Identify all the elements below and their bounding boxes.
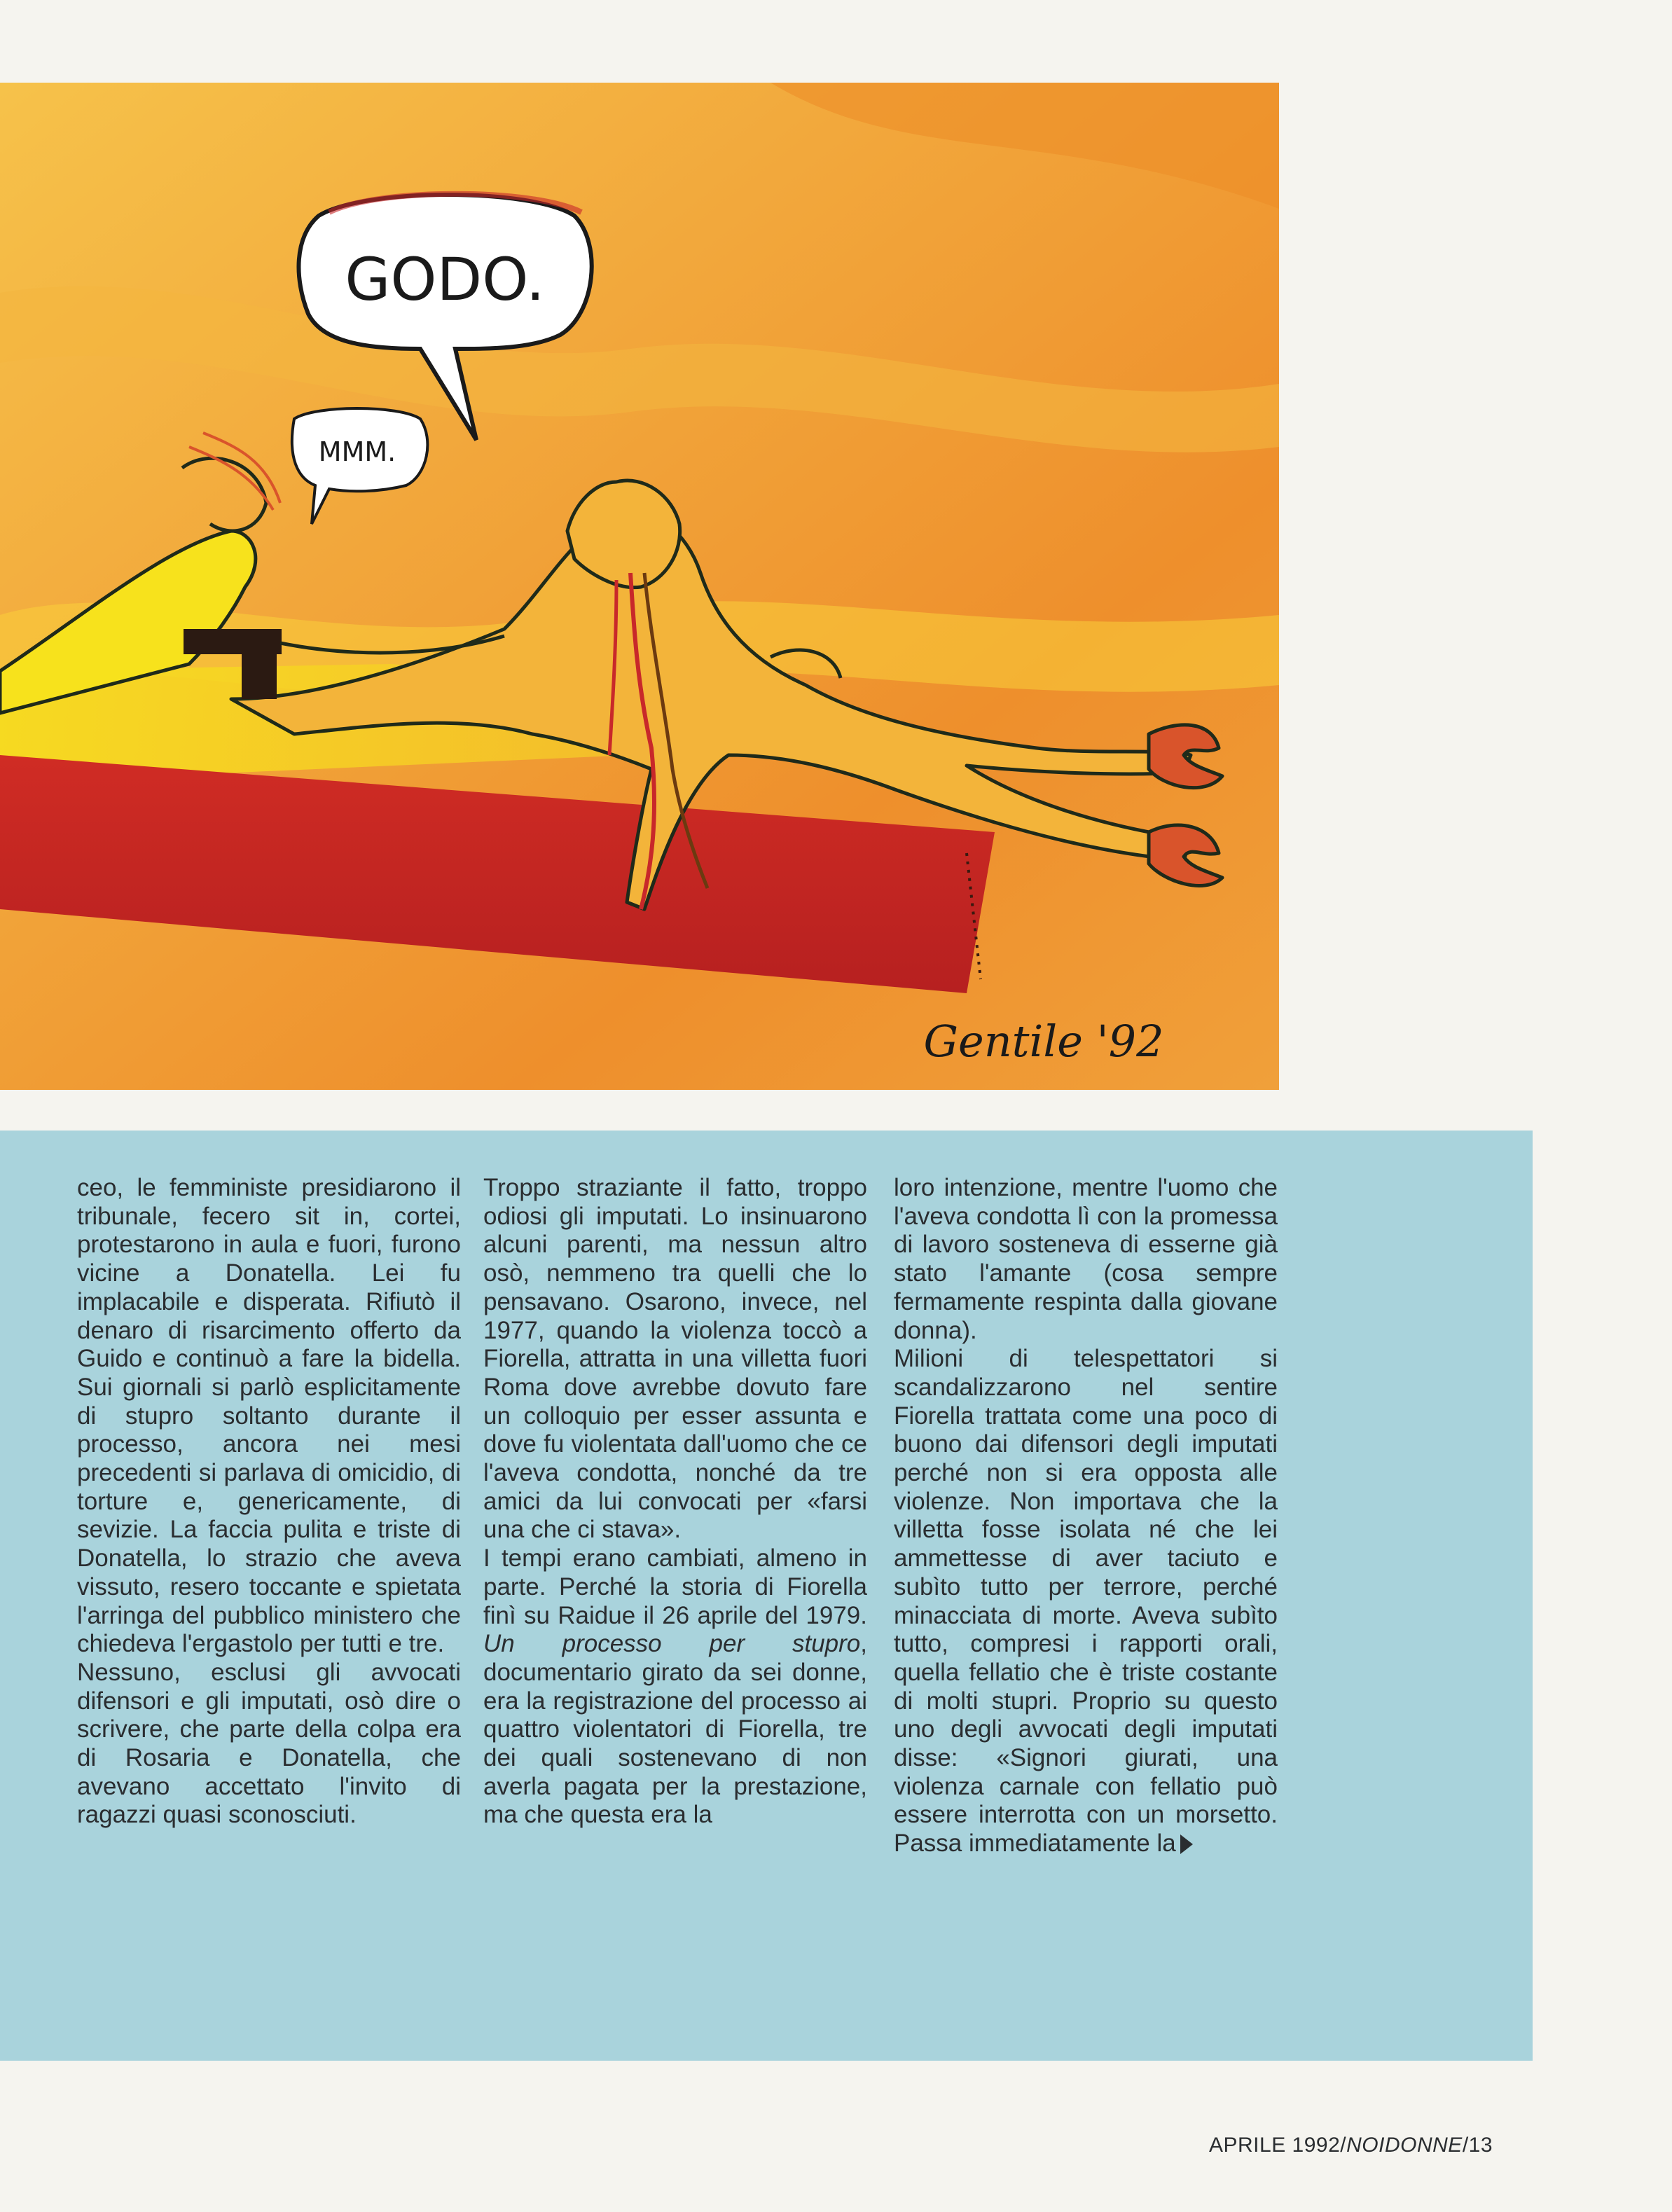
article-panel	[0, 1131, 1533, 2061]
magazine-name: NOIDONNE	[1346, 2134, 1463, 2157]
column2-paragraph-intro: I tempi erano cambiati, almeno in parte. Perché la storia di Fiorella finì su Raidue il 26 aprile del 1979.	[483, 1544, 867, 1629]
continue-arrow-icon	[1180, 1834, 1193, 1854]
artist-signature: Gentile '92	[923, 1016, 1164, 1067]
column3-paragraph-text: Milioni di telespettatori si scandalizzarono nel sentire Fiorella trattata come una poco di buono dai difensori degli imputati perché non si era opposta alle violenze. Non importava che la villetta fosse isolata né che lei ammettesse di aver taciuto e subìto tutto per terrore, perché minacciata di morte. Aveva subìto tutto, compresi i rapporti orali, quella fellatio che è triste costante di molti stupri. Proprio su questo uno degli avvocati degli imputati disse: «Signori giurati, una violenza carnale con fellatio può essere interrotta con un morsetto. Passa immediatamente la	[894, 1345, 1278, 1858]
column3-paragraph: loro intenzione, mentre l'uomo che l'aveva condotta lì con la promessa di lavoro sosteneva di esserne già stato l'amante (cosa sempre fermamente respinta dalla giovane donna).	[894, 1174, 1278, 1344]
column3-paragraph	[894, 1345, 1278, 1858]
documentary-title: Un processo per stupro	[483, 1630, 861, 1658]
column1-paragraph: ceo, le femministe presidiarono il tribunale, fecero sit in, cortei, protestarono in aula e fuori, furono vicine a Donatella. Lei fu implacabile e disperata. Rifiutò il denaro di risarcimento offerto da Guido e continuò a fare la bidella. Sui giornali si parlò esplicitamente di stupro soltanto durante il processo, ancora nei mesi precedenti si parlava di omicidio, di torture e, genericamente, di sevizie. La faccia pulita e triste di Donatella, lo strazio che aveva vissuto, resero toccante e spietata l'arringa del pubblico ministero che chiedeva l'ergastolo per tutti e tre.	[77, 1174, 461, 1658]
bubble-large-text: GODO.	[345, 245, 545, 314]
article-column-2	[483, 1174, 867, 1830]
column1-paragraph: Nessuno, esclusi gli avvocati difensori e gli imputati, osò dire o scrivere, che parte della colpa era di Rosaria e Donatella, che avevano accettato l'invito di ragazzi quasi sconosciuti.	[77, 1658, 461, 1829]
article-column-1	[77, 1174, 461, 1830]
article-column-3	[894, 1174, 1278, 1858]
bubble-small-text: MMM.	[318, 436, 396, 467]
page-number: /13	[1462, 2134, 1493, 2157]
page-footer	[1209, 2134, 1493, 2157]
column2-paragraph-rest: , documentario girato da sei donne, era la registrazione del processo ai quattro violentatori di Fiorella, tre dei quali sostenevano di non averla pagata per la prestazione, ma che questa era la	[483, 1630, 867, 1829]
illustration	[0, 83, 1279, 1090]
column2-paragraph	[483, 1544, 867, 1830]
issue-date: APRILE 1992/	[1209, 2134, 1347, 2157]
column2-paragraph: Troppo straziante il fatto, troppo odiosi gli imputati. Lo insinuarono alcuni parenti, ma nessun altro osò, nemmeno tra quelli che lo pensavano. Osarono, invece, nel 1977, quando la violenza toccò a Fiorella, attratta in una villetta fuori Roma dove avrebbe dovuto fare un colloquio per esser assunta e dove fu violentata dall'uomo che ce l'aveva condotta, nonché da tre amici da lui convocati per «farsi una che ci stava».	[483, 1174, 867, 1544]
